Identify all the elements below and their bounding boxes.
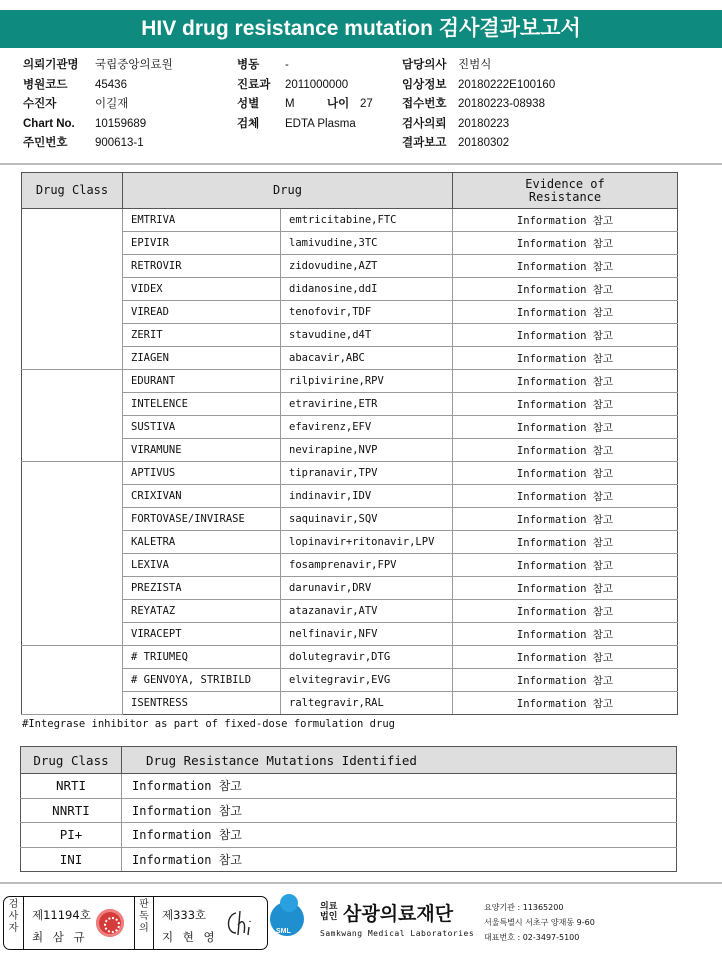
info-value: 진범식 [458, 59, 492, 71]
evidence-cell: Information 참고 [453, 370, 678, 393]
evidence-cell: Information 참고 [453, 554, 678, 577]
info-label: Chart No. [23, 117, 75, 130]
generic-name: emtricitabine,FTC [281, 209, 453, 232]
mutation-result: Information 참고 [122, 823, 677, 848]
report-title: HIV drug resistance mutation 검사결과보고서 [0, 10, 722, 48]
signature-box [3, 896, 268, 950]
evidence-cell: Information 참고 [453, 439, 678, 462]
generic-name: tipranavir,TPV [281, 462, 453, 485]
mutation-class-header: Drug Class [21, 747, 122, 774]
info-value: EDTA Plasma [285, 117, 356, 130]
contact-code: 요양기관 : 11365200 [484, 903, 564, 912]
info-row [237, 115, 356, 135]
brand-name: SUSTIVA [123, 416, 281, 439]
evidence-cell: Information 참고 [453, 600, 678, 623]
footer-divider [0, 882, 722, 884]
generic-name: dolutegravir,DTG [281, 646, 453, 669]
drug-class-cell [22, 209, 123, 370]
evidence-cell: Information 참고 [453, 416, 678, 439]
contact-phone: 대표번호 : 02-3497-5100 [484, 933, 580, 942]
mutation-row [21, 823, 677, 848]
info-value: 900613-1 [95, 137, 144, 149]
brand-name: CRIXIVAN [123, 485, 281, 508]
info-value: 2011000000 [285, 78, 349, 91]
brand-name: EDURANT [123, 370, 281, 393]
brand-name: EMTRIVA [123, 209, 281, 232]
drug-class-cell [22, 646, 123, 715]
contact-address: 서울특별시 서초구 양재동 9-60 [484, 918, 595, 927]
mutation-row [21, 774, 677, 799]
info-label: 주민번호 [23, 137, 68, 149]
brand-name: APTIVUS [123, 462, 281, 485]
evidence-cell: Information 참고 [453, 209, 678, 232]
generic-name: rilpivirine,RPV [281, 370, 453, 393]
inspector-license: 제11194호 [32, 908, 91, 922]
info-value: 20180302 [458, 137, 510, 149]
mutation-result: Information 참고 [122, 847, 677, 872]
brand-name: KALETRA [123, 531, 281, 554]
info-row [402, 76, 555, 96]
info-label: 진료과 [237, 78, 271, 91]
info-label: 검사의뢰 [402, 117, 447, 130]
evidence-cell: Information 참고 [453, 646, 678, 669]
drug-class-cell [22, 462, 123, 646]
mutation-result: Information 참고 [122, 774, 677, 799]
evidence-cell: Information 참고 [453, 255, 678, 278]
evidence-cell: Information 참고 [453, 232, 678, 255]
brand-name: EPIVIR [123, 232, 281, 255]
info-value: 20180222E100160 [458, 78, 556, 91]
drug-header: Drug [123, 173, 453, 209]
evidence-cell: Information 참고 [453, 577, 678, 600]
age-label: 나이 [327, 98, 350, 110]
age-value: 27 [360, 98, 373, 110]
info-row [237, 56, 356, 76]
evidence-cell: Information 참고 [453, 393, 678, 416]
mutation-class: INI [21, 847, 122, 872]
lab-name-ko: 삼광의료재단 [343, 903, 454, 925]
brand-name: VIRAMUNE [123, 439, 281, 462]
brand-name: # GENVOYA, STRIBILD [123, 669, 281, 692]
brand-name: VIDEX [123, 278, 281, 301]
generic-name: fosamprenavir,FPV [281, 554, 453, 577]
info-label: 병동 [237, 59, 260, 71]
evidence-header: Evidence of Resistance [453, 173, 678, 209]
mutation-table [20, 746, 677, 872]
reviewer-label: 판독의 [134, 897, 154, 949]
inspector-name: 최 삼 규 [32, 930, 88, 944]
drug-table [21, 172, 678, 715]
info-value: 45436 [95, 78, 127, 91]
generic-name: atazanavir,ATV [281, 600, 453, 623]
generic-name: indinavir,IDV [281, 485, 453, 508]
generic-name: etravirine,ETR [281, 393, 453, 416]
generic-name: abacavir,ABC [281, 347, 453, 370]
generic-name: didanosine,ddI [281, 278, 453, 301]
brand-name: VIREAD [123, 301, 281, 324]
info-row [23, 134, 173, 154]
signature-image [222, 903, 262, 943]
seal-stamp [96, 909, 124, 937]
info-value: 10159689 [95, 117, 147, 130]
evidence-cell: Information 참고 [453, 669, 678, 692]
brand-name: FORTOVASE/INVIRASE [123, 508, 281, 531]
generic-name: lamivudine,3TC [281, 232, 453, 255]
info-label: 접수번호 [402, 98, 447, 110]
info-row [237, 76, 356, 96]
drug-row [22, 646, 678, 669]
lab-name-en: Samkwang Medical Laboratories [320, 929, 475, 938]
brand-name: ISENTRESS [123, 692, 281, 715]
drug-row [22, 209, 678, 232]
info-value: - [285, 59, 289, 71]
brand-name: LEXIVA [123, 554, 281, 577]
drug-class-cell [22, 370, 123, 462]
info-row [402, 95, 555, 115]
brand-name: RETROVIR [123, 255, 281, 278]
drug-class-header: Drug Class [22, 173, 123, 209]
evidence-cell: Information 참고 [453, 462, 678, 485]
info-row [23, 56, 173, 76]
generic-name: nelfinavir,NFV [281, 623, 453, 646]
info-row [402, 115, 555, 135]
reviewer-license: 제333호 [162, 908, 207, 922]
info-label: 성별 [237, 98, 260, 110]
drug-row [22, 370, 678, 393]
generic-name: raltegravir,RAL [281, 692, 453, 715]
brand-name: INTELENCE [123, 393, 281, 416]
footnote: #Integrase inhibitor as part of fixed-dose formulation drug [22, 718, 395, 730]
generic-name: stavudine,d4T [281, 324, 453, 347]
evidence-cell: Information 참고 [453, 301, 678, 324]
reviewer-name: 지 현 영 [162, 930, 218, 944]
info-value: 이길재 [95, 98, 129, 110]
generic-name: zidovudine,AZT [281, 255, 453, 278]
info-divider [0, 163, 722, 165]
mutation-row [21, 847, 677, 872]
info-label: 수진자 [23, 98, 57, 110]
info-row [23, 76, 173, 96]
info-row [402, 134, 555, 154]
brand-name: REYATAZ [123, 600, 281, 623]
generic-name: nevirapine,NVP [281, 439, 453, 462]
mutations-header: Drug Resistance Mutations Identified [122, 747, 677, 774]
info-label: 의뢰기관명 [23, 59, 79, 71]
generic-name: elvitegravir,EVG [281, 669, 453, 692]
info-label: 임상정보 [402, 78, 447, 91]
age-field [327, 95, 373, 115]
corp-label: 의료 법인 [320, 902, 338, 922]
evidence-cell: Information 참고 [453, 347, 678, 370]
info-value: 국립중앙의료원 [95, 59, 173, 71]
brand-name: ZERIT [123, 324, 281, 347]
generic-name: tenofovir,TDF [281, 301, 453, 324]
info-value: 20180223 [458, 117, 510, 130]
generic-name: darunavir,DRV [281, 577, 453, 600]
info-row [23, 95, 173, 115]
patient-info [0, 56, 722, 166]
generic-name: saquinavir,SQV [281, 508, 453, 531]
evidence-cell: Information 참고 [453, 324, 678, 347]
mutation-class: NNRTI [21, 798, 122, 823]
info-label: 담당의사 [402, 59, 447, 71]
brand-name: PREZISTA [123, 577, 281, 600]
brand-name: ZIAGEN [123, 347, 281, 370]
info-value: M [285, 98, 295, 110]
info-label: 결과보고 [402, 137, 447, 149]
evidence-cell: Information 참고 [453, 508, 678, 531]
brand-name: VIRACEPT [123, 623, 281, 646]
info-column-3 [402, 56, 555, 154]
generic-name: efavirenz,EFV [281, 416, 453, 439]
info-row [402, 56, 555, 76]
inspector-label: 검사자 [4, 897, 24, 949]
evidence-cell: Information 참고 [453, 485, 678, 508]
info-column-1 [23, 56, 173, 154]
evidence-cell: Information 참고 [453, 278, 678, 301]
mutation-class: NRTI [21, 774, 122, 799]
evidence-cell: Information 참고 [453, 623, 678, 646]
mutation-result: Information 참고 [122, 798, 677, 823]
mutation-class: PI+ [21, 823, 122, 848]
mutation-row [21, 798, 677, 823]
info-row [23, 115, 173, 135]
drug-row [22, 462, 678, 485]
info-value: 20180223-08938 [458, 98, 545, 110]
info-label: 검체 [237, 117, 260, 130]
info-label: 병원코드 [23, 78, 68, 91]
brand-name: # TRIUMEQ [123, 646, 281, 669]
generic-name: lopinavir+ritonavir,LPV [281, 531, 453, 554]
logo-text: SML [276, 928, 291, 935]
evidence-cell: Information 참고 [453, 531, 678, 554]
evidence-cell: Information 참고 [453, 692, 678, 715]
